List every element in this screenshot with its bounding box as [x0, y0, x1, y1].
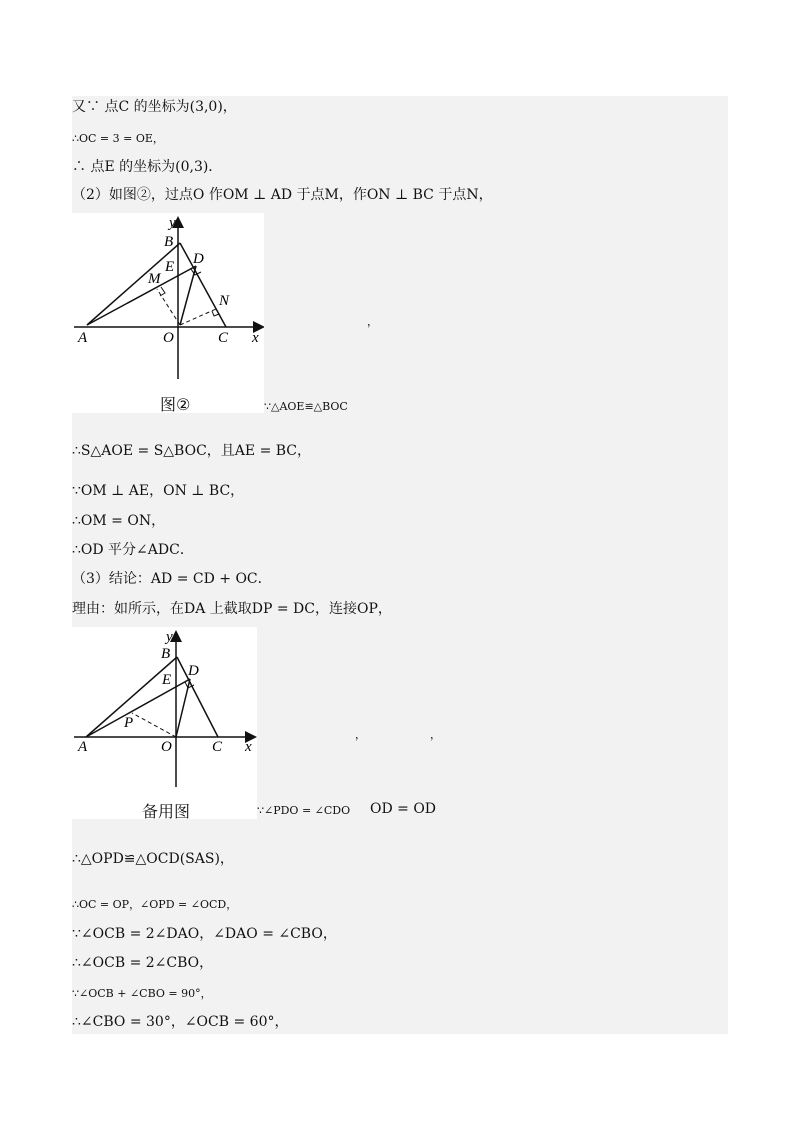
figure-2-side-text: ∵△AOE≌△BOC — [264, 400, 348, 413]
label-c: C — [218, 330, 229, 346]
label-a: A — [78, 739, 88, 755]
figure-3-comma-1: ， — [355, 728, 366, 741]
text-line-15: ∵∠OCB + ∠CBO = 90°， — [72, 987, 212, 1000]
label-d: D — [193, 251, 204, 267]
segment-ab — [87, 243, 180, 325]
text-line-3: ∴ 点E 的坐标为(0,3)． — [72, 159, 223, 175]
text-line-4: （2）如图②，过点O 作OM ⊥ AD 于点M，作ON ⊥ BC 于点N， — [72, 187, 493, 203]
text-line-1: 又∵ 点C 的坐标为(3,0)， — [72, 99, 237, 115]
figure-2-diagram — [72, 213, 264, 413]
text-line-6: ∵OM ⊥ AE，ON ⊥ BC， — [72, 483, 245, 499]
figure-3-side-text-2: OD = OD — [370, 801, 437, 817]
segment-on — [180, 309, 216, 325]
text-line-5: ∴S△AOE = S△BOC，且AE = BC， — [72, 443, 312, 459]
text-line-7: ∴OM = ON， — [72, 513, 166, 529]
figure-3-comma-2: ， — [430, 728, 441, 741]
label-c: C — [212, 739, 223, 755]
segment-om — [157, 289, 180, 325]
label-b: B — [161, 646, 171, 662]
label-b: B — [164, 234, 174, 250]
text-line-13: ∵∠OCB = 2∠DAO，∠DAO = ∠CBO， — [72, 926, 337, 942]
figure-2 — [72, 213, 264, 413]
figure-2-caption: 图② — [160, 395, 191, 414]
label-e: E — [165, 259, 175, 275]
label-d: D — [188, 663, 199, 679]
segment-ad — [86, 679, 190, 737]
figure-3-side-text-1: ∵∠PDO = ∠CDO — [257, 804, 351, 817]
text-line-12: ∴OC = OP，∠OPD = ∠OCD， — [72, 898, 238, 911]
figure-2-comma: ， — [367, 315, 378, 328]
label-y: y — [166, 629, 173, 645]
figure-3-diagram — [72, 627, 257, 819]
label-a: A — [78, 330, 88, 346]
text-line-8: ∴OD 平分∠ADC． — [72, 542, 194, 558]
text-line-2: ∴OC = 3 = OE， — [72, 132, 164, 145]
text-line-10: 理由：如所示，在DA 上截取DP = DC，连接OP， — [72, 601, 392, 617]
label-m: M — [148, 271, 161, 287]
figure-3-caption: 备用图 — [142, 802, 191, 821]
segment-op — [132, 713, 176, 737]
label-p: P — [124, 715, 134, 731]
label-o: O — [161, 739, 172, 755]
label-e: E — [162, 672, 172, 688]
label-x: x — [245, 739, 252, 755]
text-line-9: （3）结论：AD = CD + OC． — [72, 571, 272, 587]
label-y: y — [169, 215, 176, 231]
segment-ad — [87, 266, 196, 325]
label-o: O — [163, 330, 174, 346]
text-line-14: ∴∠OCB = 2∠CBO， — [72, 955, 214, 971]
figure-3 — [72, 627, 257, 819]
text-line-11: ∴△OPD≌△OCD(SAS)， — [72, 851, 234, 867]
label-x: x — [252, 330, 259, 346]
label-n: N — [219, 293, 230, 309]
segment-od — [180, 266, 196, 325]
text-line-16: ∴∠CBO = 30°，∠OCB = 60°， — [72, 1014, 289, 1030]
